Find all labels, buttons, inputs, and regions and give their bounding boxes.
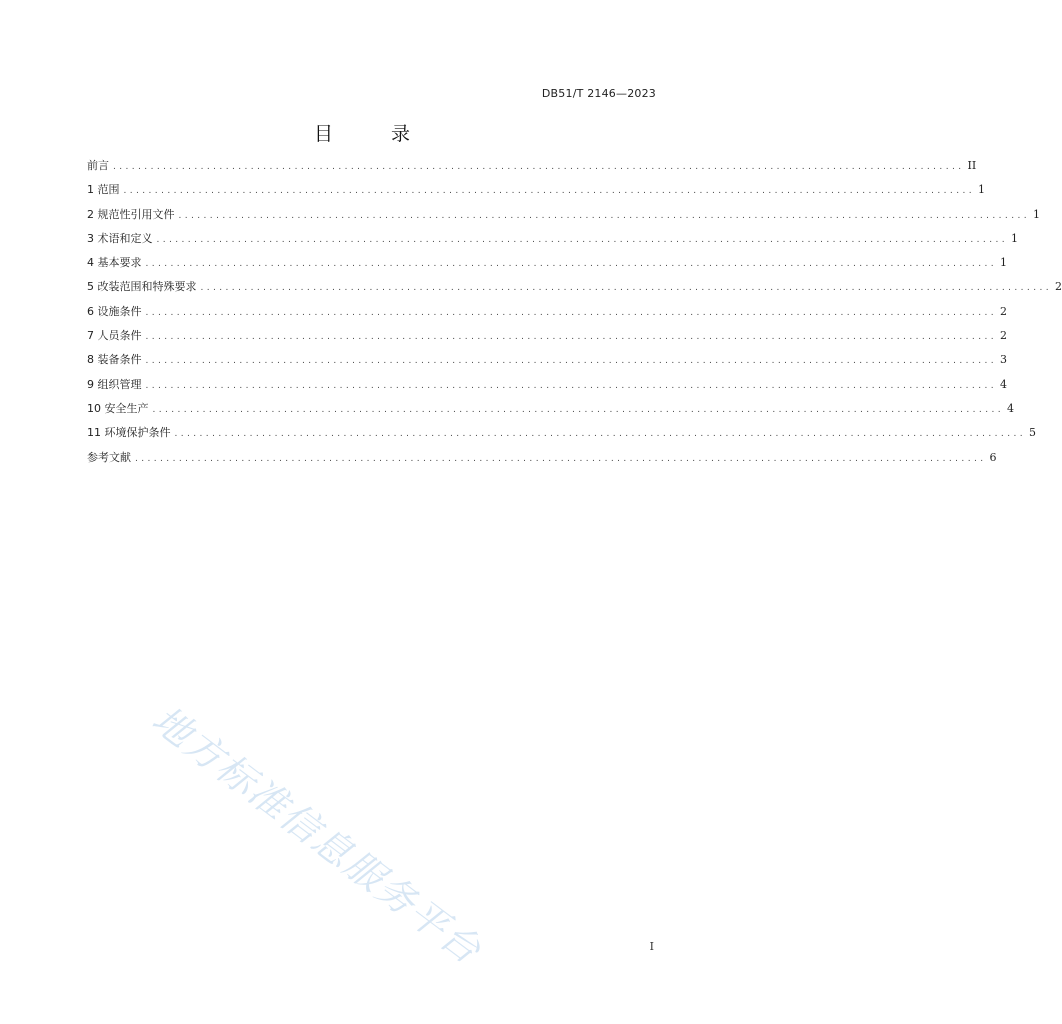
watermark-text: 地方标准信息服务平台 bbox=[144, 697, 491, 974]
toc-leader-dots: ........................................................................................................................................ bbox=[145, 259, 997, 270]
toc-entry-page: 2 bbox=[999, 329, 1007, 343]
toc-entry-label: 9 组织管理 bbox=[87, 377, 142, 391]
toc-title: 目 录 bbox=[313, 123, 437, 145]
toc-entry-page: 5 bbox=[1028, 426, 1036, 440]
toc-entry-page: 1 bbox=[999, 256, 1007, 270]
toc-entry-page: 1 bbox=[1032, 207, 1040, 221]
toc-leader-dots: ........................................................................................................................................ bbox=[156, 234, 1008, 245]
toc-leader-dots: ........................................................................................................................................ bbox=[145, 332, 997, 343]
toc-entry-safety-production[interactable] bbox=[87, 397, 1014, 421]
toc-leader-dots: ........................................................................................................................................ bbox=[174, 429, 1026, 440]
toc-leader-dots: ........................................................................................................................................ bbox=[145, 356, 997, 367]
toc-entry-page: 2 bbox=[1054, 280, 1062, 294]
toc-entry-page: 1 bbox=[977, 183, 985, 197]
toc-entry-label: 参考文献 bbox=[87, 450, 131, 464]
toc-entry-modification-scope[interactable] bbox=[87, 275, 1062, 299]
toc-entry-environmental-protection[interactable] bbox=[87, 421, 1036, 445]
toc-entry-label: 4 基本要求 bbox=[87, 256, 142, 270]
toc-entry-page: 4 bbox=[1006, 401, 1014, 415]
toc-entry-label: 3 术语和定义 bbox=[87, 231, 153, 245]
toc-entry-label: 前言 bbox=[87, 159, 109, 172]
toc-entry-label: 7 人员条件 bbox=[87, 329, 142, 343]
toc-entry-equipment-conditions[interactable] bbox=[87, 348, 1007, 372]
toc-entry-label: 6 设施条件 bbox=[87, 304, 142, 318]
toc-entry-personnel-conditions[interactable] bbox=[87, 324, 1007, 348]
toc-leader-dots: ........................................................................................................................................ bbox=[152, 404, 1004, 415]
toc-entry-page: 3 bbox=[999, 353, 1007, 367]
toc-leader-dots: ........................................................................................................................................ bbox=[200, 283, 1052, 294]
toc-leader-dots: ........................................................................................................................................ bbox=[145, 307, 997, 318]
table-of-contents bbox=[87, 154, 1062, 470]
toc-entry-label: 8 装备条件 bbox=[87, 353, 142, 367]
toc-leader-dots: ........................................................................................................................................ bbox=[113, 162, 965, 172]
page-number: I bbox=[649, 940, 654, 953]
toc-entry-bibliography[interactable] bbox=[87, 446, 997, 470]
toc-entry-basic-requirements[interactable] bbox=[87, 251, 1007, 275]
toc-entry-label: 10 安全生产 bbox=[87, 401, 149, 415]
toc-entry-normative-references[interactable] bbox=[87, 203, 1040, 227]
toc-entry-page: 1 bbox=[1010, 231, 1018, 245]
toc-entry-page: 4 bbox=[999, 377, 1007, 391]
toc-entry-organization-management[interactable] bbox=[87, 373, 1007, 397]
toc-entry-label: 11 环境保护条件 bbox=[87, 426, 171, 440]
toc-entry-scope[interactable] bbox=[87, 178, 985, 202]
document-code: DB51/T 2146—2023 bbox=[541, 87, 656, 100]
toc-leader-dots: ........................................................................................................................................ bbox=[178, 210, 1030, 221]
toc-entry-label: 5 改装范围和特殊要求 bbox=[87, 280, 197, 294]
toc-entry-foreword[interactable] bbox=[87, 154, 977, 178]
toc-entry-terms-definitions[interactable] bbox=[87, 227, 1018, 251]
toc-entry-page: II bbox=[967, 159, 977, 172]
toc-entry-page: 2 bbox=[999, 304, 1007, 318]
toc-entry-facility-conditions[interactable] bbox=[87, 300, 1007, 324]
toc-leader-dots: ........................................................................................................................................ bbox=[135, 453, 987, 464]
toc-entry-page: 6 bbox=[989, 450, 997, 464]
toc-entry-label: 1 范围 bbox=[87, 183, 120, 197]
toc-leader-dots: ........................................................................................................................................ bbox=[145, 380, 997, 391]
toc-entry-label: 2 规范性引用文件 bbox=[87, 207, 175, 221]
toc-leader-dots: ........................................................................................................................................ bbox=[123, 186, 975, 197]
